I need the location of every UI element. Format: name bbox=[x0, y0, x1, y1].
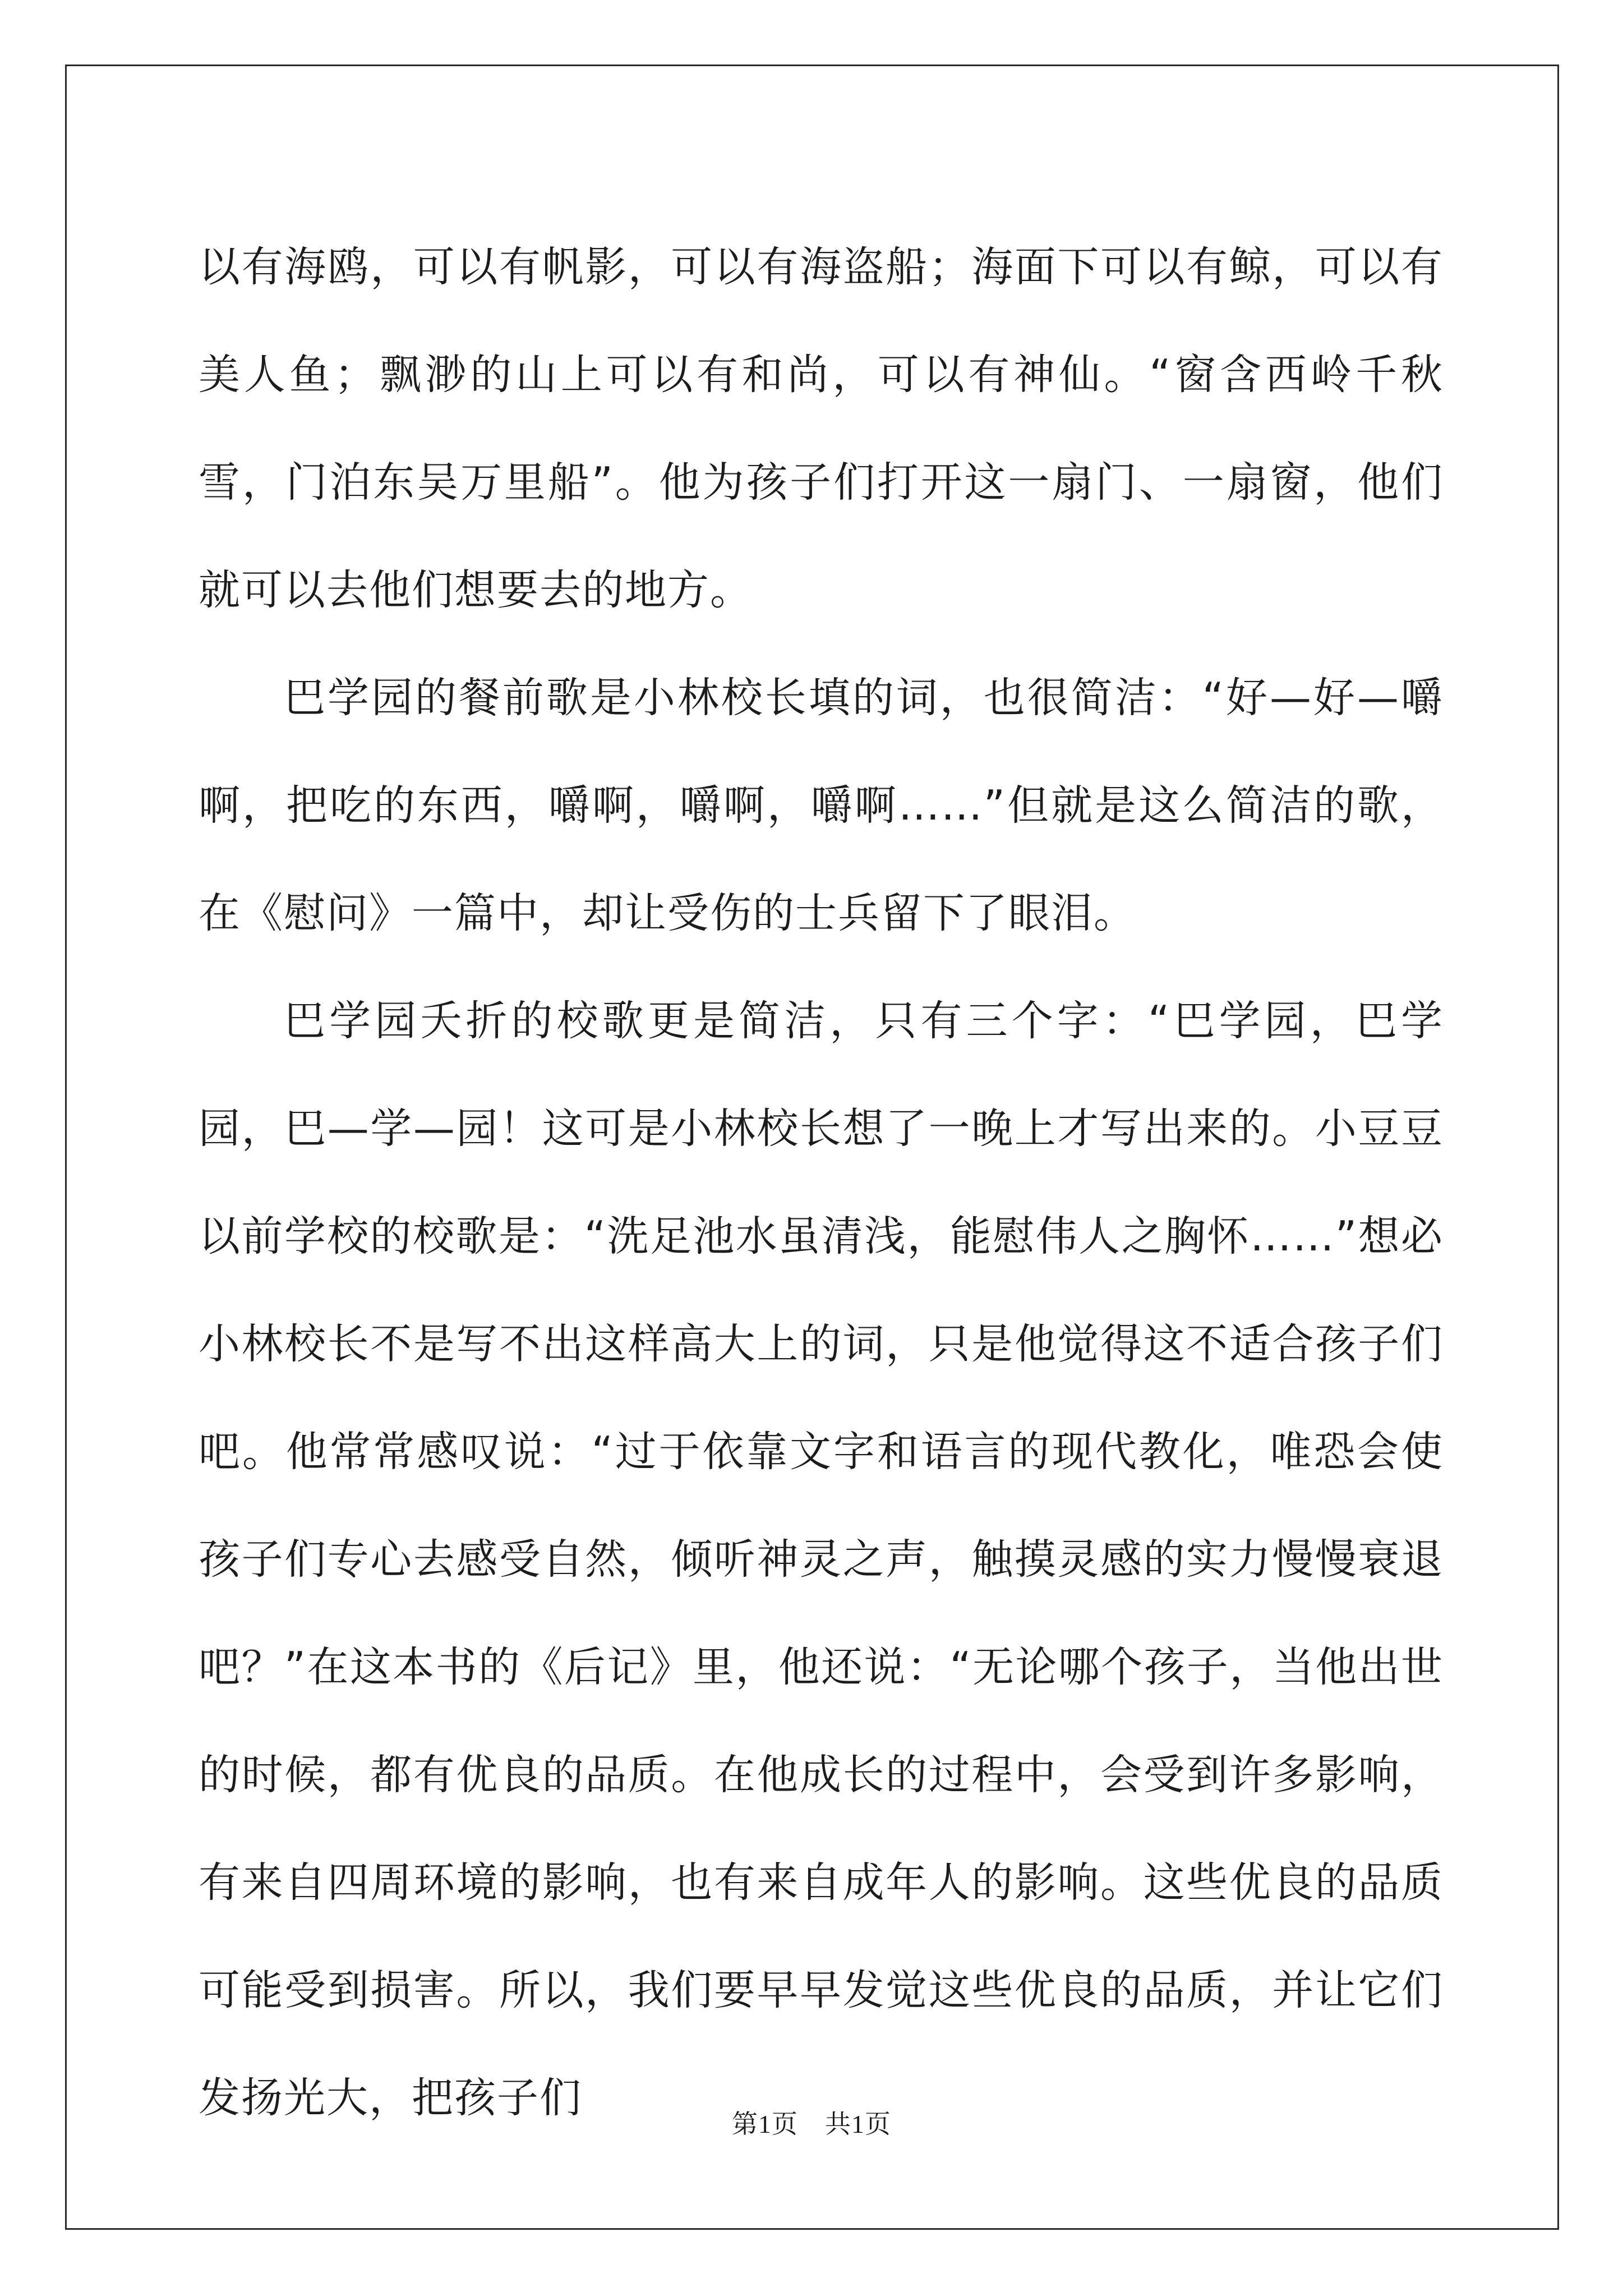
page-number: 第1页 bbox=[732, 2110, 798, 2138]
paragraph-3: 巴学园夭折的校歌更是简洁，只有三个字：“巴学园，巴学园，巴—学—园！这可是小林校长想了一晚上才写出来的。小豆豆以前学校的校歌是：“洗足池水虽清浅，能慰伟人之胸怀……”想必小林校长不是写不出这样高大上的词，只是他觉得这不适合孩子们吧。他常常感叹说：“过于依靠文字和语言的现代教化，唯恐会使孩子们专心去感受自然，倾听神灵之声，触摸灵感的实力慢慢衰退吧？”在这本书的《后记》里，他还说：“无论哪个孩子，当他出世的时候，都有优良的品质。在他成长的过程中，会受到许多影响，有来自四周环境的影响，也有来自成年人的影响。这些优良的品质可能受到损害。所以，我们要早早发觉这些优良的品质，并让它们发扬光大，把孩子们 bbox=[199, 997, 1444, 2122]
page-footer bbox=[0, 2104, 1623, 2141]
paragraph-1: 以有海鸥，可以有帆影，可以有海盗船；海面下可以有鲸，可以有美人鱼；飘渺的山上可以有和尚，可以有神仙。“窗含西岭千秋雪，门泊东吴万里船”。他为孩子们打开这一扇门、一扇窗，他们就可以去他们想要去的地方。 bbox=[199, 243, 1444, 614]
page-total: 共1页 bbox=[825, 2110, 891, 2138]
paragraph-2: 巴学园的餐前歌是小林校长填的词，也很简洁：“好—好—嚼啊，把吃的东西，嚼啊，嚼啊，嚼啊……”但就是这么简洁的歌，在《慰问》一篇中，却让受伤的士兵留下了眼泪。 bbox=[199, 674, 1444, 937]
document-body bbox=[199, 213, 1444, 2152]
